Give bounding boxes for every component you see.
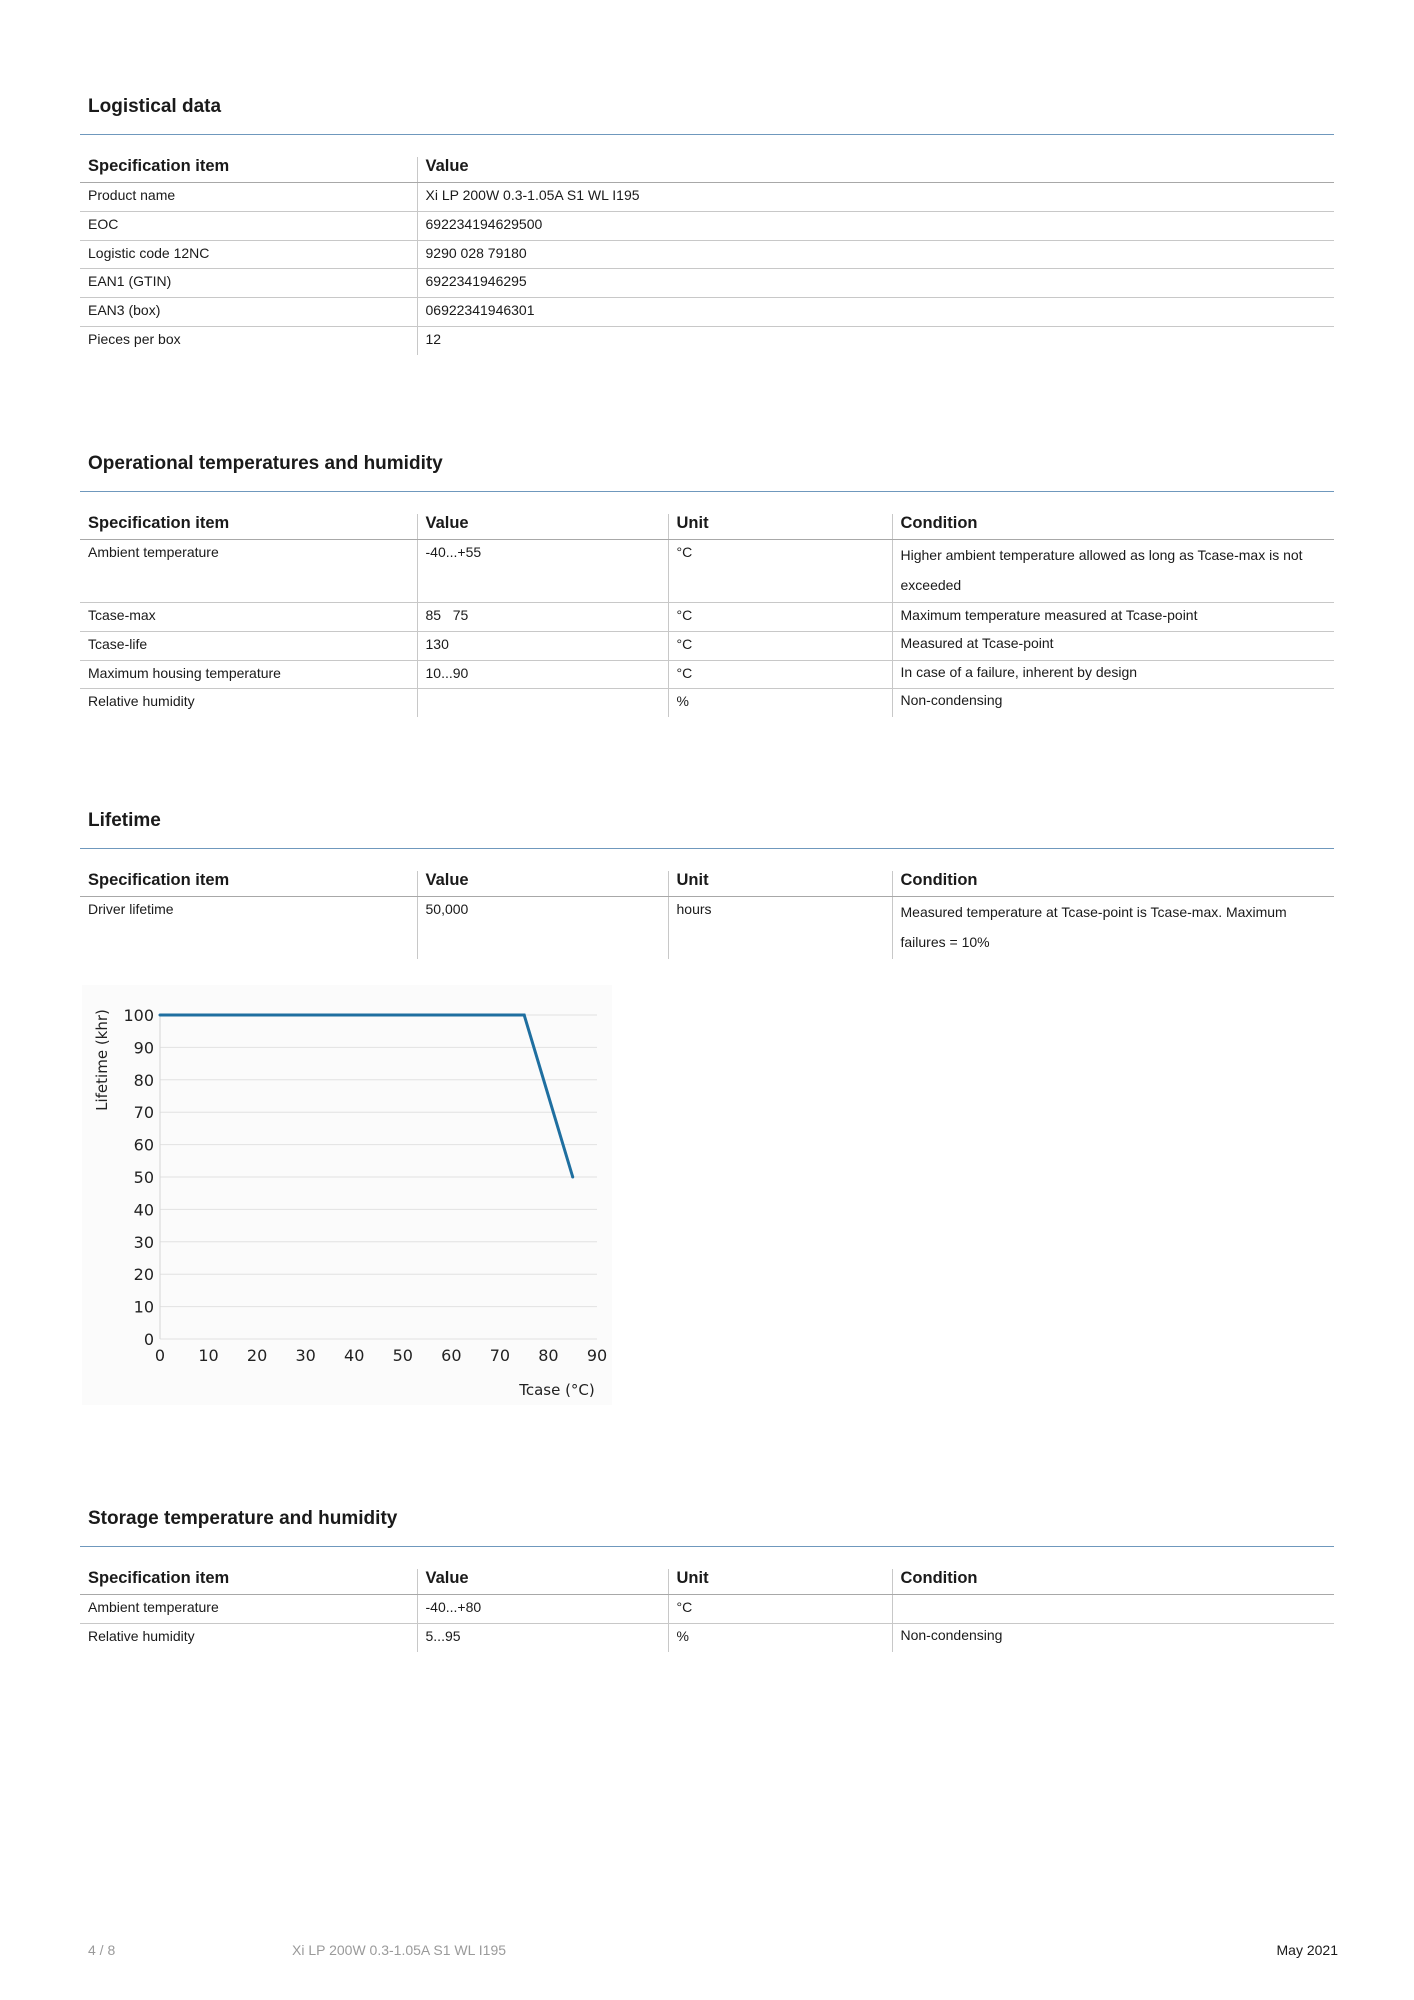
y-tick-label: 0 — [143, 1330, 154, 1349]
y-tick-label: 50 — [133, 1168, 154, 1187]
x-tick-label: 90 — [586, 1346, 608, 1365]
spec-value: 9290 028 79180 — [417, 240, 1334, 269]
logistical-table — [80, 157, 1334, 355]
x-tick-label: 0 — [154, 1346, 166, 1365]
column-header: Unit — [668, 514, 892, 540]
table-row — [80, 298, 1334, 327]
spec-condition — [892, 1595, 1334, 1624]
spec-condition: Non-condensing — [892, 689, 1334, 717]
spec-item: Relative humidity — [88, 693, 195, 710]
x-tick-label: 20 — [246, 1346, 268, 1365]
table-row — [80, 1595, 1334, 1624]
table-row — [80, 631, 1334, 660]
column-header: Condition — [892, 871, 1334, 897]
spec-unit: °C — [668, 660, 892, 689]
x-axis-label: Tcase (°C) — [519, 1381, 595, 1399]
footer-product-name: Xi LP 200W 0.3-1.05A S1 WL I195 — [292, 1942, 507, 1958]
y-tick-label: 70 — [133, 1103, 154, 1123]
table-row — [80, 240, 1334, 269]
table-row — [80, 603, 1334, 632]
column-header: Unit — [668, 1569, 892, 1595]
spec-item: Tcase-life — [80, 631, 417, 660]
x-tick-label: 30 — [295, 1346, 316, 1365]
spec-item: Product name — [80, 183, 417, 212]
table-row — [80, 211, 1334, 240]
x-tick-label: 70 — [489, 1346, 511, 1365]
spec-value: 130 — [417, 631, 668, 660]
spec-item: Ambient temperature — [80, 540, 417, 603]
table-row — [80, 540, 1334, 603]
spec-value — [417, 689, 668, 717]
spec-condition: In case of a failure, inherent by design — [892, 660, 1334, 689]
footer-date: May 2021 — [1276, 1942, 1338, 1958]
table-header-row — [80, 157, 1334, 183]
lifetime-title: Lifetime — [88, 810, 161, 831]
table-row — [80, 897, 1334, 960]
operational-title: Operational temperatures and humidity — [88, 453, 443, 474]
section-divider — [80, 848, 1334, 849]
column-header: Value — [417, 1569, 668, 1595]
operational-table — [80, 514, 1334, 717]
column-header: Value — [417, 514, 668, 540]
y-axis-label: Lifetime (khr) — [93, 1009, 111, 1111]
y-tick-label: 100 — [123, 1006, 154, 1025]
spec-value: 50,000 — [417, 897, 668, 960]
spec-condition: Measured at Tcase-point — [892, 631, 1334, 660]
spec-item: Relative humidity — [88, 1627, 195, 1644]
x-tick-label: 80 — [538, 1346, 559, 1365]
spec-condition: Measured temperature at Tcase-point is Tcase-max. Maximum failures = 10% — [892, 897, 1334, 960]
table-header-row — [80, 871, 1334, 897]
section-divider — [80, 134, 1334, 135]
spec-unit: hours — [668, 897, 892, 960]
data-point — [523, 1014, 526, 1017]
spec-unit: % — [668, 689, 892, 717]
x-tick-label: 60 — [441, 1346, 462, 1365]
operational-section — [80, 453, 1334, 717]
y-tick-label: 90 — [133, 1038, 154, 1058]
x-tick-label: 40 — [344, 1346, 365, 1365]
storage-title: Storage temperature and humidity — [88, 1508, 398, 1529]
spec-value: Xi LP 200W 0.3-1.05A S1 WL I195 — [417, 183, 1334, 212]
y-tick-label: 20 — [133, 1265, 154, 1285]
y-tick-label: 80 — [133, 1070, 154, 1090]
spec-value: 6922341946295 — [417, 269, 1334, 298]
spec-item: Logistic code 12NC — [80, 240, 417, 269]
lifetime-chart-svg — [82, 985, 612, 1405]
table-header-row — [80, 514, 1334, 540]
column-header: Unit — [668, 871, 892, 897]
column-header: Specification item — [80, 514, 417, 540]
spec-unit: °C — [668, 631, 892, 660]
table-row — [80, 183, 1334, 212]
column-header: Specification item — [80, 157, 417, 183]
y-tick-label: 60 — [133, 1135, 154, 1155]
y-tick-label: 10 — [133, 1297, 154, 1317]
spec-item: EAN3 (box) — [80, 298, 417, 327]
spec-value: -40...+80 — [417, 1595, 668, 1624]
spec-value: 06922341946301 — [417, 298, 1334, 327]
spec-value: 10...90 — [417, 660, 668, 689]
data-point — [571, 1176, 574, 1179]
data-point — [159, 1014, 162, 1017]
spec-item: Ambient temperature — [80, 1595, 417, 1624]
logistical-title: Logistical data — [88, 96, 222, 117]
section-divider — [80, 491, 1334, 492]
lifetime-section — [80, 810, 1334, 959]
logistical-section — [80, 96, 1334, 355]
column-header: Specification item — [80, 1569, 417, 1595]
spec-unit: % — [668, 1623, 892, 1651]
spec-value: 692234194629500 — [417, 211, 1334, 240]
spec-condition: Non-condensing — [892, 1623, 1334, 1651]
spec-unit: °C — [668, 1595, 892, 1624]
x-tick-label: 50 — [392, 1346, 413, 1365]
column-header: Specification item — [80, 871, 417, 897]
table-row — [80, 660, 1334, 689]
spec-value: -40...+55 — [417, 540, 668, 603]
table-header-row — [80, 1569, 1334, 1595]
column-header: Value — [417, 157, 1334, 183]
section-divider — [80, 1546, 1334, 1547]
column-header: Condition — [892, 514, 1334, 540]
lifetime-table — [80, 871, 1334, 959]
storage-section — [80, 1508, 1334, 1652]
column-header: Value — [417, 871, 668, 897]
spec-value: 5...95 — [417, 1623, 668, 1651]
spec-item: Tcase-max — [80, 603, 417, 632]
spec-item: Maximum housing temperature — [80, 660, 417, 689]
spec-item: EAN1 (GTIN) — [80, 269, 417, 298]
x-tick-label: 10 — [198, 1346, 219, 1365]
spec-item: EOC — [80, 211, 417, 240]
spec-value: 85 75 — [417, 603, 668, 632]
spec-condition: Maximum temperature measured at Tcase-point — [892, 603, 1334, 632]
y-tick-label: 30 — [133, 1232, 154, 1252]
page-number: 4 / 8 — [88, 1942, 116, 1958]
table-row — [80, 689, 1334, 717]
spec-item: Driver lifetime — [88, 901, 174, 917]
y-tick-label: 40 — [133, 1200, 154, 1220]
spec-unit: °C — [668, 603, 892, 632]
spec-unit: °C — [668, 540, 892, 603]
table-row — [80, 326, 1334, 354]
table-row — [80, 269, 1334, 298]
lifetime-chart — [82, 985, 612, 1405]
table-row — [80, 1623, 1334, 1651]
spec-value: 12 — [417, 326, 1334, 354]
spec-condition: Higher ambient temperature allowed as long as Tcase-max is not exceeded — [892, 540, 1334, 603]
storage-table — [80, 1569, 1334, 1652]
spec-item: Pieces per box — [88, 330, 181, 347]
column-header: Condition — [892, 1569, 1334, 1595]
